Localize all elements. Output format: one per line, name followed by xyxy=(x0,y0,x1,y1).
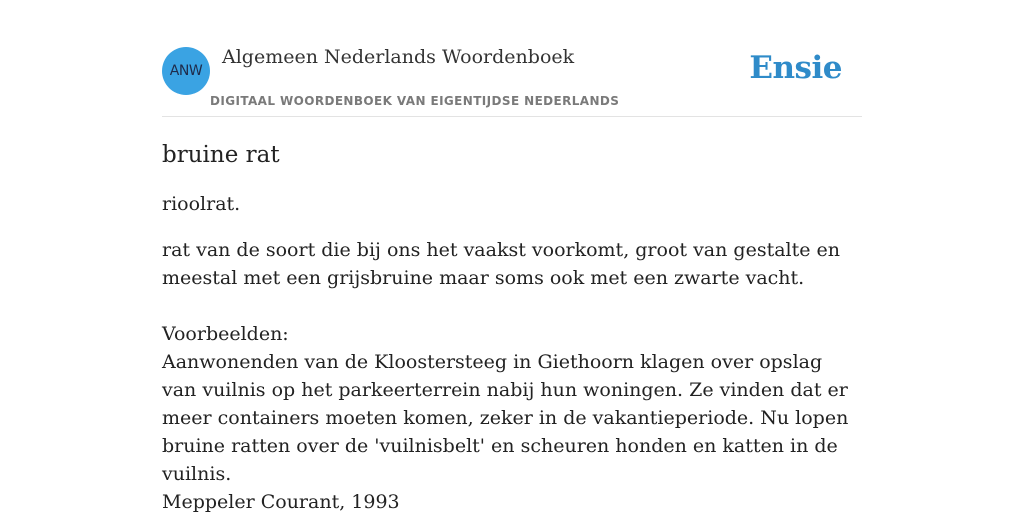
example-source: Meppeler Courant, 1993 xyxy=(162,491,400,512)
entry-synonym: rioolrat. xyxy=(162,193,241,215)
examples-label: Voorbeelden: xyxy=(162,323,289,345)
entry-definition: rat van de soort die bij ons het vaakst voorkomt, groot van gestalte en meestal met een grijsbruine maar soms ook met een zwarte vacht. xyxy=(162,239,841,289)
entry-title: bruine rat xyxy=(162,142,280,168)
site-title[interactable]: Algemeen Nederlands Woordenboek xyxy=(222,46,575,68)
ensie-brand-link[interactable]: Ensie xyxy=(749,50,842,86)
site-subtitle: DIGITAAL WOORDENBOEK VAN EIGENTIJDSE NEDERLANDS xyxy=(210,94,620,108)
anw-logo[interactable] xyxy=(162,47,210,95)
entry-content xyxy=(162,138,862,512)
example-text: Aanwonenden van de Kloostersteeg in Giethoorn klagen over opslag van vuilnis op het parkeerterrein nabij hun woningen. Ze vinden dat er meer containers moeten komen, zeker in de vakantieperiode. Nu lopen bruine ratten over de 'vuilnisbelt' en scheuren honden en katten in de vuilnis. xyxy=(162,351,849,485)
site-header xyxy=(162,0,862,117)
anw-logo-text: ANW xyxy=(169,63,203,79)
